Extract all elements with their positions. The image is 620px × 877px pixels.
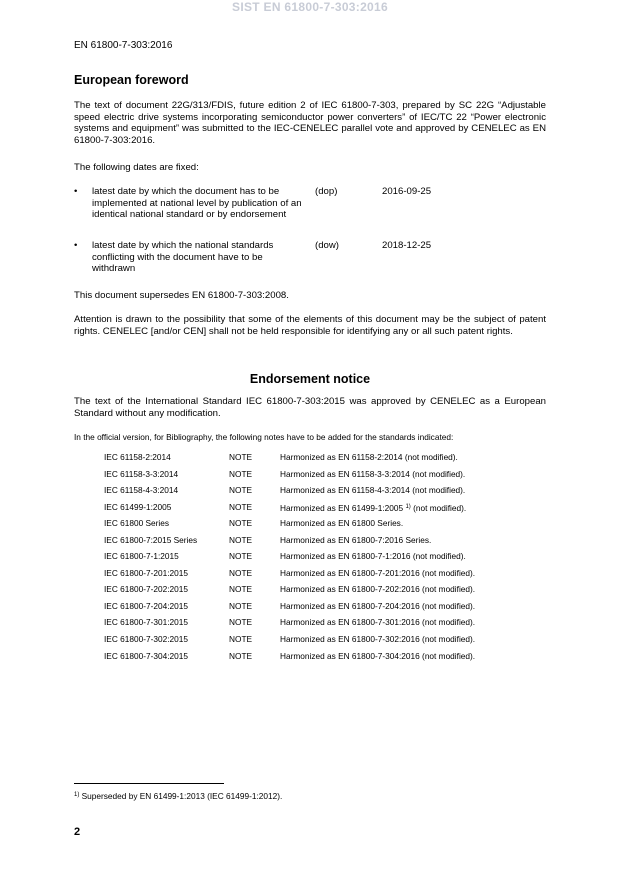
note-label: NOTE [229,485,253,496]
note-text [280,651,475,661]
note-standard: IEC 61499-1:2005 [104,501,172,512]
note-label: NOTE [229,452,253,462]
note-text [280,502,466,513]
note-label: NOTE [229,617,253,628]
note-suffix: (not modified). [410,502,467,513]
note-harmonized: Harmonized as EN 61158-4-3:2014 (not modified). [280,485,466,496]
note-standard: IEC 61800-7-202:2015 [104,584,188,595]
date-description: latest date by which the document has to be implemented at national level by publication of an identical national standard or by endorsement [92,186,302,221]
note-text [280,634,475,644]
supersedes-paragraph: This document supersedes EN 61800-7-303:2008. [74,290,289,301]
endorsement-heading: Endorsement notice [249,372,371,386]
bullet-marker: • [74,186,78,197]
note-label: NOTE [229,650,253,661]
note-row [104,485,544,502]
note-standard: IEC 61800-7-204:2015 [104,600,188,611]
note-row [104,651,544,668]
note-label: NOTE [229,584,253,595]
date-value: 2018-12-25 [382,240,432,251]
note-standard: IEC 61158-4-3:2014 [104,485,179,496]
note-text [280,485,465,495]
date-description: latest date by which the national standards conflicting with the document have to be withdrawn [92,240,274,275]
note-label: NOTE [229,534,253,545]
note-label: NOTE [229,567,253,578]
footnote-reference[interactable]: 1) [405,503,411,510]
footnote-divider [74,783,224,784]
note-harmonized: Harmonized as EN 61800-7-204:2016 (not modified). [280,600,476,611]
foreword-heading: European foreword [74,73,189,87]
note-row [104,617,544,634]
note-row [104,551,544,568]
note-standard: IEC 61158-3-3:2014 [104,468,179,479]
note-harmonized: Harmonized as EN 61800-7-302:2016 (not modified). [280,634,476,645]
note-harmonized: Harmonized as EN 61800-7-1:2016 (not modified). [280,551,466,562]
note-standard: IEC 61800-7-304:2015 [104,650,188,661]
note-row [104,469,544,486]
endorsement-paragraph: The text of the International Standard IEC 61800-7-303:2015 was approved by CENELEC as a European Standard without any modification. [74,396,546,419]
note-label: NOTE [229,501,253,512]
foreword-paragraph: The text of document 22G/313/FDIS, future edition 2 of IEC 61800-7-303, prepared by SC 22G “Adjustable speed electric drive systems incorporating semiconductor power converters” of IEC/TC 22 “Power electronic systems and equipment” was submitted to the IEC-CENELEC parallel vote and approved by CENELEC as EN 61800-7-303:2016. [74,100,546,146]
bibliography-intro: In the official version, for Bibliography, the following notes have to be added for the standards indicated: [74,432,454,442]
note-row [104,601,544,618]
note-text [280,535,431,545]
footnote [74,790,282,801]
note-standard: IEC 61800-7-1:2015 [104,551,179,562]
note-standard: IEC 61800-7-201:2015 [104,567,188,578]
note-row [104,584,544,601]
note-row [104,568,544,585]
note-label: NOTE [229,600,253,611]
note-harmonized: Harmonized as EN 61499-1:2005 [280,502,404,513]
page-number: 2 [74,826,81,838]
bibliography-notes-table [104,452,544,667]
note-harmonized: Harmonized as EN 61158-3-3:2014 (not modified). [280,468,466,479]
footnote-marker: 1) [74,792,80,798]
note-harmonized: Harmonized as EN 61158-2:2014 (not modified). [280,452,458,462]
note-row [104,518,544,535]
note-row [104,634,544,651]
note-text [280,601,475,611]
note-harmonized: Harmonized as EN 61800-7-202:2016 (not modified). [280,584,476,595]
watermark: SIST EN 61800-7-303:2016 [232,0,388,14]
dates-intro: The following dates are fixed: [74,162,199,173]
note-label: NOTE [229,634,253,645]
note-standard: IEC 61800 Series [104,518,170,529]
note-row [104,452,544,469]
note-text [280,617,475,627]
note-standard: IEC 61800-7:2015 Series [104,534,198,545]
note-row [104,535,544,552]
note-text [280,469,465,479]
note-harmonized: Harmonized as EN 61800 Series. [280,518,404,529]
note-text [280,584,475,594]
note-harmonized: Harmonized as EN 61800-7-304:2016 (not modified). [280,650,476,661]
note-standard: IEC 61800-7-302:2015 [104,634,188,645]
bullet-marker: • [74,240,78,251]
note-harmonized: Harmonized as EN 61800-7-201:2016 (not modified). [280,567,476,578]
date-abbreviation: (dow) [315,240,339,251]
note-text [280,518,403,528]
date-abbreviation: (dop) [315,186,338,197]
note-standard: IEC 61800-7-301:2015 [104,617,188,628]
patent-paragraph: Attention is drawn to the possibility that some of the elements of this document may be the subject of patent rights. CENELEC [and/or CEN] shall not be held responsible for identifying any or all such patent rights. [74,314,546,337]
note-label: NOTE [229,551,253,562]
note-text [280,551,466,561]
note-text [280,452,458,462]
note-standard: IEC 61158-2:2014 [104,452,171,462]
note-harmonized: Harmonized as EN 61800-7:2016 Series. [280,534,432,545]
note-label: NOTE [229,468,253,479]
footnote-text: Superseded by EN 61499-1:2013 (IEC 61499-1:2012). [79,791,283,801]
document-id-header: EN 61800-7-303:2016 [74,40,173,51]
note-label: NOTE [229,518,253,529]
note-text [280,568,475,578]
date-value: 2016-09-25 [382,186,432,197]
note-harmonized: Harmonized as EN 61800-7-301:2016 (not modified). [280,617,476,628]
note-row [104,502,544,519]
